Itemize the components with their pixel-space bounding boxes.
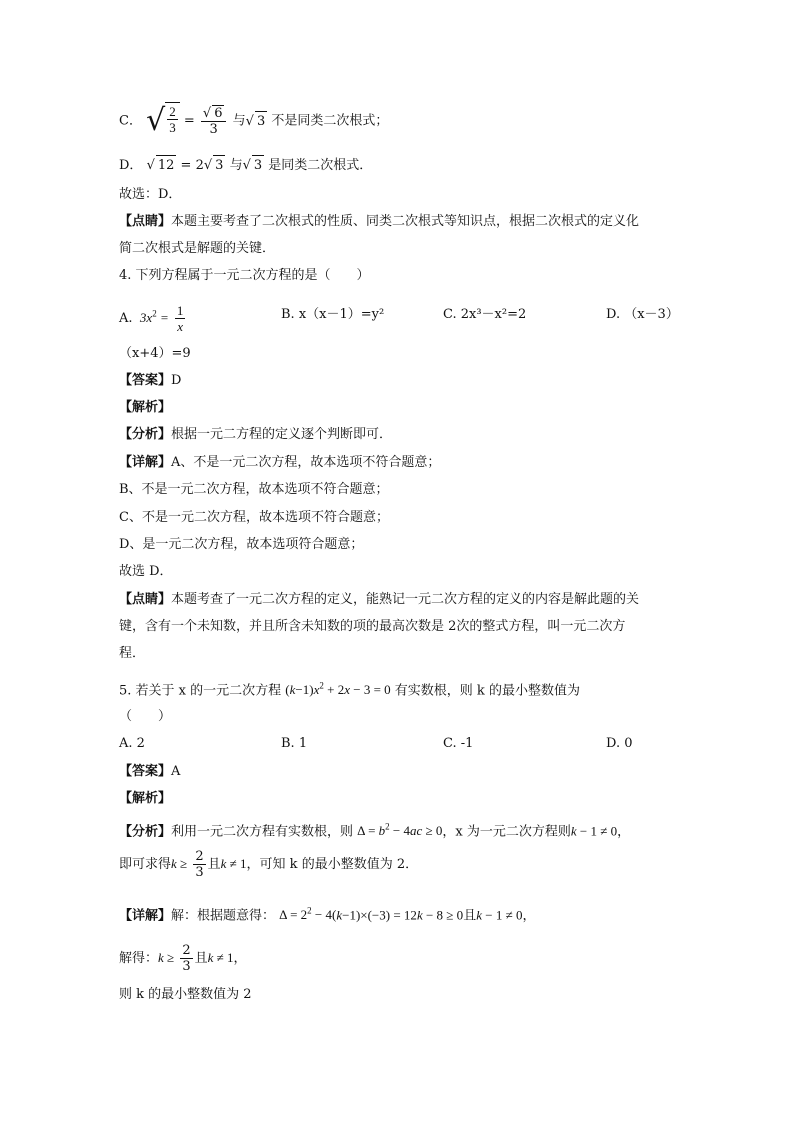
q5-option-c: C. -1: [443, 736, 474, 751]
prev-comment-1: 【点睛】本题主要考查了二次根式的性质、同类二次根式等知识点，根据二次根式的定义化: [119, 214, 640, 229]
q4-analysis-tag: 【解析】: [119, 400, 172, 415]
q4-answer: 【答案】D: [119, 373, 182, 388]
option-c-label: C．: [119, 113, 142, 129]
q5-fenxi-2: 即可求得k ≥ $\frac{2}{3}$ 且k ≠ 1，可知 k 的最小整数值为 2．: [119, 849, 419, 880]
line-d: D． √ 12 = 2√ 3 与√ 3 是同类二次根式．: [119, 155, 372, 176]
line-c: C． √ $\frac{2}{3}$ = $\frac{√ 6}{3}$ 与√ 3 不是同类二次根式；: [119, 103, 389, 138]
q5-equation: $(k-1)x^2 + 2x - 3 = 0$: [285, 681, 391, 698]
q4-detail-c: C、不是一元二次方程，故本选项不符合题意；: [119, 510, 389, 525]
q4-detail-a: 【详解】A、不是一元二次方程，故本选项不符合题意；: [119, 455, 441, 470]
q4-choose: 故选 D．: [119, 564, 173, 579]
q5-option-d: D. 0: [606, 736, 633, 751]
sqrt-12-expr: √ 12 = 2√ 3: [147, 158, 226, 173]
prev-choose: 故选：D．: [119, 187, 182, 202]
q4-option-a: A. $3x^2$ = $\frac{1}{x}$: [119, 303, 184, 334]
q5-final: 则 k 的最小整数值为 2: [119, 987, 252, 1002]
q5-stem-paren: （ ）: [119, 709, 172, 724]
q5-solve: 解得：k ≥ $\frac{2}{3}$ 且k ≠ 1，: [119, 943, 247, 974]
q5-stem: 5. 若关于 x 的一元二次方程 $(k-1)x^2 + 2x - 3 = 0$ 有实数根，则 k 的最小整数值为: [119, 681, 580, 699]
option-d-label: D．: [119, 158, 143, 173]
q5-option-b: B. 1: [281, 736, 308, 751]
q4-option-d: D. （x－3）: [606, 307, 679, 322]
sqrt-3: √ 3: [246, 114, 268, 129]
q4-comment-3: 程．: [119, 646, 146, 661]
q5-option-a: A. 2: [119, 736, 145, 751]
q4-option-d-cont: （x+4）=9: [119, 346, 191, 361]
q4-comment-2: 键，含有一个未知数，并且所含未知数的项的最高次数是 2次的整式方程，叫一元二次方: [119, 619, 626, 634]
q5-detail-1: 【详解】解：根据题意得： $\Delta = 2^2 - 4(k-1)\times(-3) = 12k - 8 \ge 0$且k − 1 ≠ 0，: [119, 906, 536, 924]
q5-fenxi-1: 【分析】利用一元二次方程有实数根，则 $\Delta = b^2 - 4ac \ge 0$，x 为一元二次方程则k − 1 ≠ 0，: [119, 822, 631, 840]
prev-comment-2: 简二次根式是解题的关键．: [119, 241, 276, 256]
q4-option-b: B. x（x－1）=y²: [281, 307, 385, 322]
sqrt-2-over-3: √ $\frac{2}{3}$: [146, 102, 180, 140]
q4-stem: 4. 下列方程属于一元二次方程的是（ ）: [119, 268, 370, 283]
q4-detail-b: B、不是一元二次方程，故本选项不符合题意；: [119, 482, 389, 497]
q4-option-c: C. 2x³－x²=2: [443, 307, 527, 322]
q4-detail-d: D、是一元二次方程，故本选项符合题意；: [119, 537, 364, 552]
q5-analysis-tag: 【解析】: [119, 791, 172, 806]
q5-answer: 【答案】A: [119, 764, 181, 779]
q4-fenxi: 【分析】根据一元二方程的定义逐个判断即可．: [119, 427, 393, 442]
frac-sqrt6-over-3: $\frac{√ 6}{3}$: [201, 105, 227, 137]
q4-comment-1: 【点睛】本题考查了一元二次方程的定义，能熟记一元二次方程的定义的内容是解此题的关: [119, 592, 640, 607]
